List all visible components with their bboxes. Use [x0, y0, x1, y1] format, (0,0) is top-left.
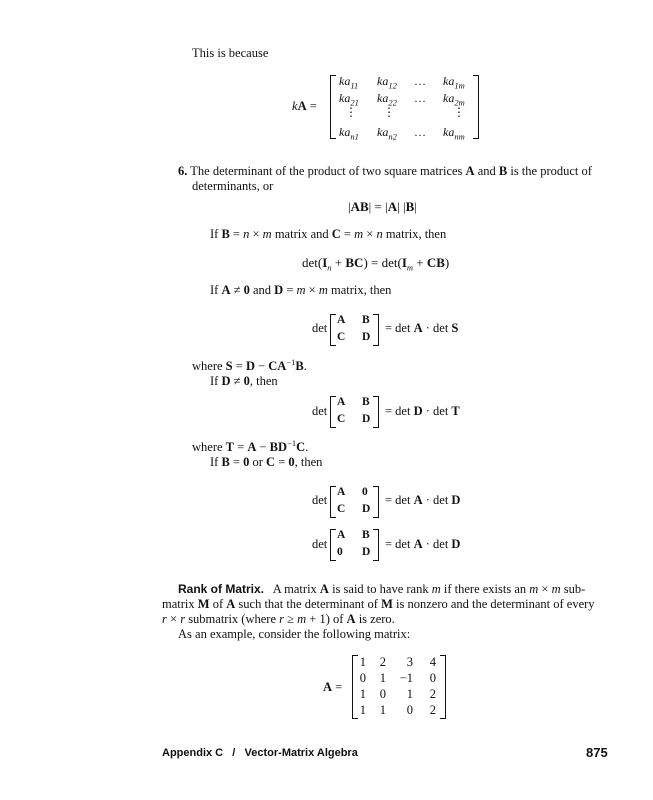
matrix-a-cell: 1 [359, 655, 366, 669]
where-s: where $S = D - CA^{-1}B$. [192, 356, 307, 373]
cond-d-nonzero: If D ≠ 0, then [210, 374, 278, 388]
running-footer [162, 747, 358, 759]
rank-line3: r × r submatrix (where r ≥ m + 1) of A is zero. [162, 612, 395, 626]
block-cell: 0 [362, 486, 368, 498]
block-cell: B [362, 396, 370, 408]
det-label: det [312, 404, 328, 418]
left-bracket [330, 486, 336, 518]
block-rhs: = det A · det D [385, 493, 461, 507]
block-cell: B [362, 529, 370, 541]
ka-cell: $ka_{n1}$ [339, 125, 359, 142]
ka-right-bracket [473, 75, 479, 139]
matrix-a-cell: 3 [406, 655, 413, 669]
matrix-a-cell: 2 [429, 687, 436, 701]
block-cell: D [362, 413, 371, 425]
ka-cell: … [414, 74, 426, 88]
ka-vdots: ⋮ [383, 105, 395, 119]
right-bracket [373, 529, 379, 561]
ka-cell: $ka_{2m}$ [443, 91, 465, 108]
ka-left-bracket [330, 75, 336, 139]
ka-vdots: ⋮ [345, 105, 357, 119]
intro-text: This is because [192, 46, 269, 60]
ka-cell: $ka_{n2}$ [377, 125, 397, 142]
matrix-a-cell: 2 [379, 655, 386, 669]
block-rhs: = det A · det S [385, 321, 459, 335]
matrix-a-cell: 1 [406, 687, 413, 701]
item6-line2: determinants, or [192, 179, 274, 193]
rank-heading: Rank of Matrix. [178, 582, 265, 596]
right-bracket [373, 486, 379, 518]
block-rhs: = det D · det T [385, 404, 460, 418]
ka-cell: $ka_{22}$ [377, 91, 397, 108]
left-bracket [330, 529, 336, 561]
matrix-a-cell: 1 [379, 703, 386, 717]
ka-lhs: kA = [292, 99, 317, 113]
block-cell: A [337, 486, 346, 498]
right-bracket [373, 396, 379, 428]
footer-separator: / [232, 747, 236, 759]
matrix-a-cell: 0 [429, 671, 436, 685]
left-bracket [330, 396, 336, 428]
block-cell: C [337, 331, 346, 343]
matrix-a-right-bracket [440, 655, 446, 719]
matrix-a-cell: 1 [359, 703, 366, 717]
matrix-a-lhs: A = [323, 680, 343, 694]
block-cell: A [337, 529, 346, 541]
det-label: det [312, 537, 328, 551]
block-cell: C [337, 503, 346, 515]
ka-cell: $ka_{nm}$ [443, 125, 465, 142]
ka-cell: $ka_{12}$ [377, 74, 397, 91]
det-label: det [312, 321, 328, 335]
matrix-a-cell: 0 [406, 703, 413, 717]
where-t: where $T = A - BD^{-1}C$. [192, 437, 309, 454]
ka-vdots: ⋮ [453, 105, 465, 119]
block-cell: A [337, 314, 346, 326]
ka-cell: $ka_{21}$ [339, 91, 359, 108]
cond-a-d: If A ≠ 0 and D = m × m matrix, then [210, 283, 392, 297]
ka-cell: $ka_{1m}$ [443, 74, 465, 91]
block-cell: B [362, 314, 370, 326]
matrix-a-cell: 2 [429, 703, 436, 717]
matrix-a-cell: −1 [399, 671, 413, 685]
page-number: 875 [586, 745, 608, 760]
rank-line1: Rank of Matrix. A matrix A is said to have rank m if there exists an m × m sub- [178, 582, 586, 596]
rank-line4: As an example, consider the following matrix: [178, 627, 411, 641]
block-cell: D [362, 331, 371, 343]
eq-det-product: |AB| = |A| |B| [348, 199, 417, 214]
block-cell: A [337, 396, 346, 408]
cond-b-c: If B = n × m matrix and C = m × n matrix, then [210, 227, 447, 241]
block-cell: D [362, 546, 371, 558]
block-cell: 0 [337, 546, 343, 558]
cond-b-or-c-zero: If B = 0 or C = 0, then [210, 455, 323, 469]
eq-det-identity: $\det(I_n + BC) = \det(I_m + CB)$ [302, 255, 450, 273]
ka-cell: $ka_{11}$ [339, 74, 359, 91]
right-bracket [373, 314, 379, 346]
matrix-a-cell: 1 [379, 671, 386, 685]
matrix-a-cell: 4 [429, 655, 436, 669]
matrix-a-cell: 1 [359, 687, 366, 701]
footer-appendix: Appendix C [162, 747, 224, 759]
matrix-a-cell: 0 [379, 687, 386, 701]
matrix-a-cell: 0 [359, 671, 366, 685]
footer-title: Vector-Matrix Algebra [244, 747, 358, 759]
block-cell: C [337, 413, 346, 425]
block-rhs: = det A · det D [385, 537, 461, 551]
rank-line2: matrix M of A such that the determinant of M is nonzero and the determinant of every [162, 597, 595, 611]
det-label: det [312, 493, 328, 507]
block-cell: D [362, 503, 371, 515]
item6-line1: 6. The determinant of the product of two square matrices A and B is the product of [178, 164, 592, 178]
ka-cell: … [414, 125, 426, 139]
left-bracket [330, 314, 336, 346]
ka-cell: … [414, 91, 426, 105]
